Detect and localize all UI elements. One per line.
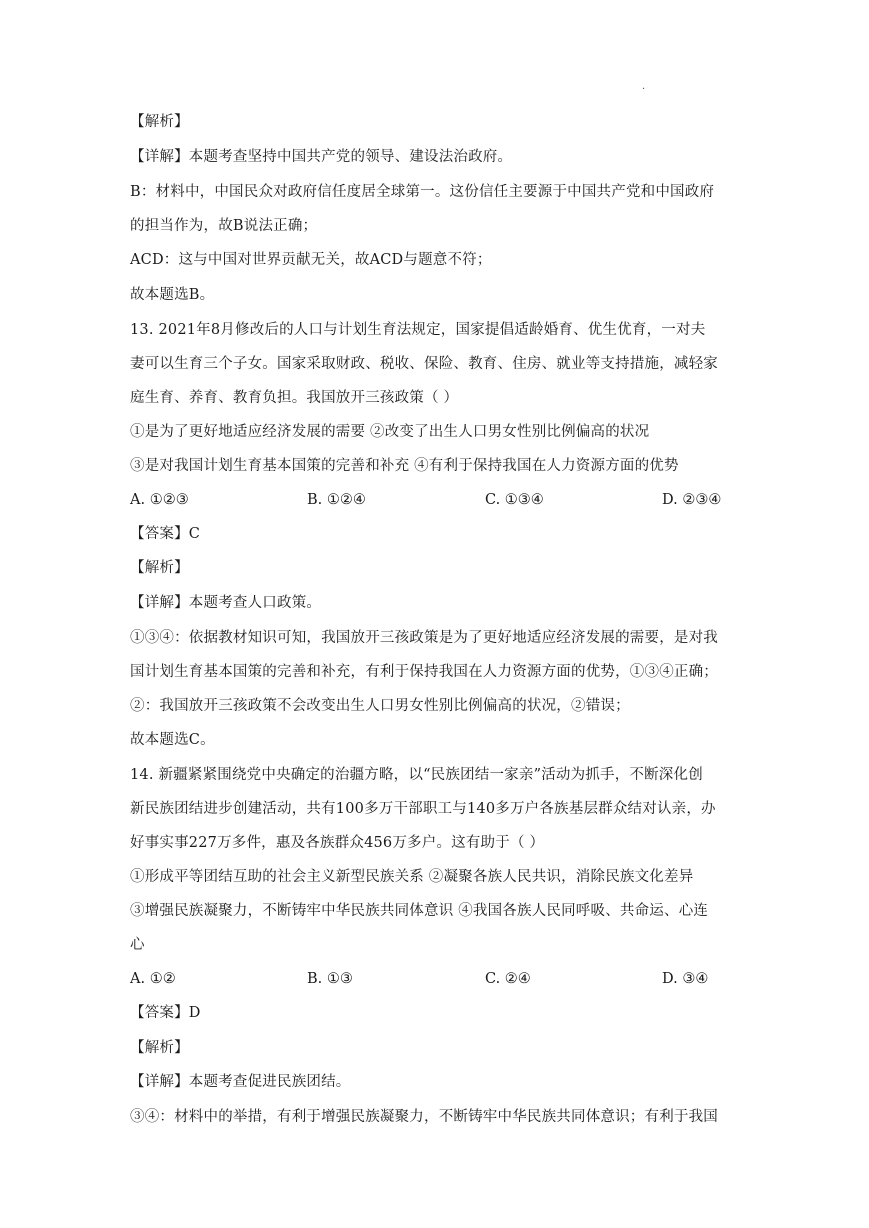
explanation-line: ACD：这与中国对世界贡献无关，故ACD与题意不符； [130,252,492,268]
statement-line: ③增强民族凝聚力，不断铸牢中华民族共同体意识 ④我国各族人民同呼吸、共命运、心连 [130,903,709,919]
analysis-label: 【解析】 [130,560,189,576]
question-stem: 妻可以生育三个子女。国家采取财政、税收、保险、教育、住房、就业等支持措施，减轻家 [130,356,718,372]
option-a: A. ①② [130,971,176,987]
explanation-line: ①③④：依据教材知识可知，我国放开三孩政策是为了更好地适应经济发展的需要，是对我 [130,630,718,646]
analysis-label: 【解析】 [130,114,189,130]
analysis-label: 【解析】 [130,1040,189,1056]
statement-line: ①形成平等团结互助的社会主义新型民族关系 ②凝聚各族人民共识，消除民族文化差异 [130,869,694,885]
option-b: B. ①③ [307,971,353,987]
explanation-line: B：材料中，中国民众对政府信任度居全球第一。这份信任主要源于中国共产党和中国政府 [130,184,715,200]
explanation-line: 的担当作为，故B说法正确； [130,218,318,234]
conclusion-line: 故本题选C。 [130,732,215,748]
statement-line: ③是对我国计划生育基本国策的完善和补充 ④有利于保持我国在人力资源方面的优势 [130,458,679,474]
answer-line: 【答案】C [130,526,201,542]
answer-line: 【答案】D [130,1005,201,1021]
header-mark: · [642,84,646,95]
option-c: C. ①③④ [485,492,544,508]
statement-line: 心 [130,937,145,953]
conclusion-line: 故本题选B。 [130,287,215,303]
question-stem: 14. 新疆紧紧围绕党中央确定的治疆方略，以“民族团结一家亲”活动为抓手，不断深化创 [130,767,703,783]
option-c: C. ②④ [485,971,531,987]
option-d: D. ③④ [662,971,709,987]
question-stem: 13. 2021年8月修改后的人口与计划生育法规定，国家提倡适龄婚育、优生优育，一对夫 [130,322,706,338]
question-stem: 庭生育、养育、教育负担。我国放开三孩政策（ ） [130,390,459,406]
question-stem: 新民族团结进步创建活动，共有100多万干部职工与140多万户各族基层群众结对认亲，办 [130,801,716,817]
option-a: A. ①②③ [130,492,189,508]
explanation-line: ③④：材料中的举措，有利于增强民族凝聚力，不断铸牢中华民族共同体意识；有利于我国 [130,1109,718,1125]
detail-line: 【详解】本题考查促进民族团结。 [130,1074,351,1090]
option-b: B. ①②④ [307,492,366,508]
statement-line: ①是为了更好地适应经济发展的需要 ②改变了出生人口男女性别比例偏高的状况 [130,424,650,440]
detail-line: 【详解】本题考查人口政策。 [130,595,322,611]
option-d: D. ②③④ [662,492,722,508]
explanation-line: 国计划生育基本国策的完善和补充，有利于保持我国在人力资源方面的优势，①③④正确； [130,664,718,680]
explanation-line: ②：我国放开三孩政策不会改变出生人口男女性别比例偏高的状况，②错误； [130,698,630,714]
question-stem: 好事实事227万多件，惠及各族群众456万多户。这有助于（ ） [130,835,545,851]
detail-line: 【详解】本题考查坚持中国共产党的领导、建设法治政府。 [130,149,513,165]
